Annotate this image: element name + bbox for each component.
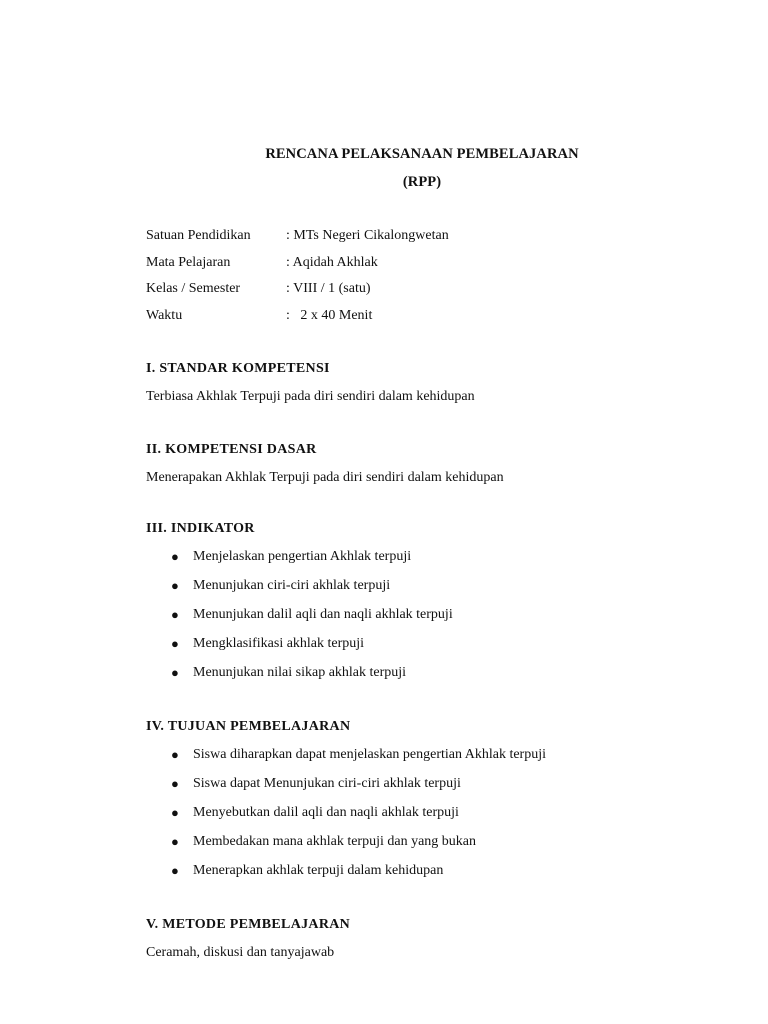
section-text: Ceramah, diskusi dan tanyajawab	[146, 945, 335, 960]
list-item	[146, 547, 746, 576]
bullet-icon: ●	[171, 863, 179, 878]
identity-row	[146, 279, 449, 306]
section-heading: V. METODE PEMBELAJARAN	[146, 917, 351, 932]
list-item-text: Siswa diharapkan dapat menjelaskan pengertian Akhlak terpuji	[193, 747, 547, 762]
section-heading: I. STANDAR KOMPETENSI	[146, 361, 330, 376]
identity-label: Mata Pelajaran	[146, 254, 231, 270]
section-text: Terbiasa Akhlak Terpuji pada diri sendiri dalam kehidupan	[146, 389, 475, 404]
section-kompetensi-dasar	[146, 440, 746, 488]
section-standar-kompetensi	[146, 359, 746, 407]
section-heading: III. INDIKATOR	[146, 521, 255, 536]
identity-value: : MTs Negeri Cikalongwetan	[286, 228, 449, 243]
list-item	[146, 576, 746, 605]
document-title: RENCANA PELAKSANAAN PEMBELAJARAN	[265, 146, 579, 162]
list-item-text: Menyebutkan dalil aqli dan naqli akhlak terpuji	[193, 805, 459, 820]
section-tujuan-pembelajaran	[146, 717, 746, 890]
section-indikator	[146, 519, 746, 692]
bullet-icon: ●	[171, 834, 179, 849]
section-heading: II. KOMPETENSI DASAR	[146, 442, 317, 457]
list-item	[146, 832, 746, 861]
list-item	[146, 663, 746, 692]
list-item-text: Menunjukan nilai sikap akhlak terpuji	[193, 665, 407, 680]
list-item	[146, 605, 746, 634]
list-item	[146, 745, 746, 774]
list-item-text: Mengklasifikasi akhlak terpuji	[193, 636, 365, 651]
identity-label: Waktu	[146, 307, 183, 323]
bullet-icon: ●	[171, 578, 179, 593]
section-metode-pembelajaran	[146, 915, 746, 963]
identity-row	[146, 226, 449, 253]
section-heading: IV. TUJUAN PEMBELAJARAN	[146, 719, 351, 734]
document-subtitle: (RPP)	[402, 174, 442, 190]
identity-row	[146, 253, 449, 280]
identity-value: : VIII / 1 (satu)	[286, 281, 371, 296]
bullet-icon: ●	[171, 636, 179, 651]
identity-value: : Aqidah Akhlak	[286, 254, 378, 270]
identity-row	[146, 306, 449, 333]
list-item-text: Menunjukan ciri-ciri akhlak terpuji	[193, 578, 391, 593]
bullet-icon: ●	[171, 776, 179, 791]
list-item-text: Menunjukan dalil aqli dan naqli akhlak terpuji	[193, 607, 453, 622]
section-text: Menerapakan Akhlak Terpuji pada diri sendiri dalam kehidupan	[146, 470, 504, 485]
list-item-text: Menerapkan akhlak terpuji dalam kehidupan	[193, 863, 444, 878]
bullet-icon: ●	[171, 747, 179, 762]
list-item	[146, 803, 746, 832]
bullet-icon: ●	[171, 665, 179, 680]
list-item	[146, 634, 746, 663]
indikator-list	[146, 547, 746, 692]
bullet-icon: ●	[171, 549, 179, 564]
list-item-text: Siswa dapat Menunjukan ciri-ciri akhlak terpuji	[193, 776, 461, 791]
identity-table	[146, 226, 449, 332]
list-item	[146, 774, 746, 803]
list-item-text: Membedakan mana akhlak terpuji dan yang bukan	[193, 834, 477, 849]
bullet-icon: ●	[171, 607, 179, 622]
identity-label: Kelas / Semester	[146, 281, 241, 296]
list-item-text: Menjelaskan pengertian Akhlak terpuji	[193, 549, 412, 564]
list-item	[146, 861, 746, 890]
identity-value: : 2 x 40 Menit	[286, 307, 373, 323]
bullet-icon: ●	[171, 805, 179, 820]
identity-label: Satuan Pendidikan	[146, 228, 251, 243]
tujuan-list	[146, 745, 746, 890]
